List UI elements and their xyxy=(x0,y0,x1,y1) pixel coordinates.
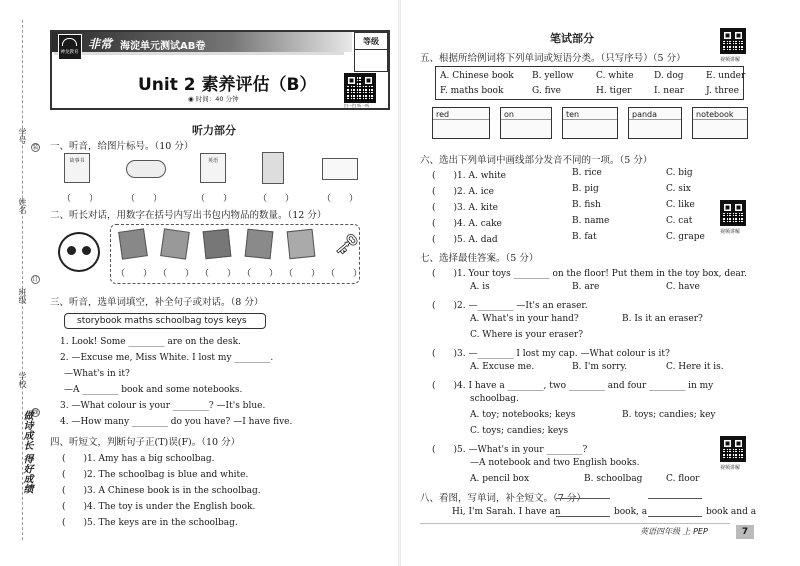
q7-q2-c[interactable]: C. Where is your eraser? xyxy=(470,330,584,340)
category-on[interactable]: on xyxy=(500,107,552,139)
q6-row-5-a[interactable]: ( )5. A. dad xyxy=(432,235,498,245)
category-panda[interactable]: panda xyxy=(628,107,682,139)
q3-title: 三、听音，选单词填空，补全句子或对话。（8 分） xyxy=(50,297,264,308)
q2-title: 二、听长对话，用数字在括号内写出书包内物品的数量。（12 分） xyxy=(50,210,327,221)
q2-blank-4[interactable]: （ ） xyxy=(242,269,279,279)
q5-word-g: G. five xyxy=(532,86,562,96)
q2-blank-1[interactable]: （ ） xyxy=(116,269,153,279)
q1-blank-1[interactable]: （ ） xyxy=(62,194,99,204)
q7-q3-a[interactable]: A. Excuse me. xyxy=(470,362,535,372)
q3-line-6: 4. —How many ________ do you have? —I have five. xyxy=(60,417,293,427)
q1-blank-5[interactable]: （ ） xyxy=(322,194,359,204)
q8-blank-1[interactable] xyxy=(556,516,610,517)
q6-row-2-c[interactable]: C. six xyxy=(666,184,691,194)
q6-row-1-b[interactable]: B. rice xyxy=(572,168,602,178)
q7-q2-b[interactable]: B. Is it an eraser? xyxy=(622,314,703,324)
category-red[interactable]: red xyxy=(432,107,490,139)
q7-q2[interactable]: ( )2. —________ —It's an eraser. xyxy=(432,301,588,311)
q3-line-4: —A ________ book and some notebooks. xyxy=(64,385,243,395)
q8-line-start: Hi, I'm Sarah. I have an xyxy=(452,507,561,517)
grade-label: 等级 xyxy=(354,32,388,50)
q8-title: 八、看图，写单词，补全短文。（7 分） xyxy=(420,493,586,504)
q2-blank-5[interactable]: （ ） xyxy=(284,269,321,279)
qr-caption-q6: 视频讲解 xyxy=(720,229,741,235)
q7-q1-c[interactable]: C. have xyxy=(666,282,700,292)
q1-blank-3[interactable]: （ ） xyxy=(196,194,233,204)
q7-q2-a[interactable]: A. What's in your hand? xyxy=(470,314,579,324)
q6-title: 六、选出下列单词中画线部分发音不同的一项。（5 分） xyxy=(420,155,653,166)
margin-label-student-id: 学号 xyxy=(18,128,27,144)
series-title: 海淀单元测试AB卷 xyxy=(120,41,206,52)
time-limit: ◉ 时间：40 分钟 xyxy=(188,95,239,103)
brand-name: 非常 xyxy=(88,37,113,51)
q7-q5-b[interactable]: B. schoolbag xyxy=(584,474,643,484)
listening-section-title: 听力部分 xyxy=(192,124,236,137)
q7-q4[interactable]: ( )4. I have a ________, two ________ and four ________ in my xyxy=(432,381,714,391)
q7-title: 七、选择最佳答案。（5 分） xyxy=(420,253,539,264)
q2-blank-6[interactable]: （ ） xyxy=(326,269,363,279)
q6-row-2-a[interactable]: ( )2. A. ice xyxy=(432,187,494,197)
q3-line-2: 2. —Excuse me, Miss White. I lost my ________. xyxy=(60,353,274,363)
q5-word-e: E. under xyxy=(706,71,746,81)
q1-title: 一、听音，给图片标号。（10 分） xyxy=(50,141,194,152)
q6-row-4-b[interactable]: B. name xyxy=(572,216,610,226)
q4-item-2[interactable]: ( )2. The schoolbag is blue and white. xyxy=(62,470,249,480)
footer-book-label: 英语四年级 上 PEP xyxy=(640,527,708,536)
qr-code-icon[interactable] xyxy=(720,200,746,226)
q7-q3-c[interactable]: C. Here it is. xyxy=(666,362,724,372)
q7-q4-a[interactable]: A. toy; notebooks; keys xyxy=(470,410,576,420)
written-section-title: 笔试部分 xyxy=(550,32,594,45)
q1-blank-2[interactable]: （ ） xyxy=(126,194,163,204)
q5-word-j: J. three xyxy=(706,86,739,96)
q5-word-b: B. yellow xyxy=(532,71,574,81)
q4-item-3[interactable]: ( )3. A Chinese book is in the schoolbag. xyxy=(62,486,261,496)
q2-blank-2[interactable]: （ ） xyxy=(158,269,195,279)
qr-code-icon[interactable] xyxy=(720,28,746,54)
q5-word-a: A. Chinese book xyxy=(440,71,514,81)
q2-blank-3[interactable]: （ ） xyxy=(200,269,237,279)
qr-caption-q7: 视频讲解 xyxy=(720,465,741,471)
q5-word-i: I. near xyxy=(654,86,685,96)
category-ten[interactable]: ten xyxy=(562,107,618,139)
vertical-slogan: 做诗成长 得好成绩 xyxy=(21,410,32,494)
q6-row-3-a[interactable]: ( )3. A. kite xyxy=(432,203,498,213)
q6-row-3-c[interactable]: C. like xyxy=(666,200,695,210)
q5-word-c: C. white xyxy=(596,71,634,81)
q7-q5[interactable]: ( )5. —What's in your ________? xyxy=(432,445,588,455)
q8-line-middle: book, a xyxy=(614,507,648,517)
page-title: Unit 2 素养评估（B） xyxy=(138,75,317,95)
q7-q5-a[interactable]: A. pencil box xyxy=(470,474,530,484)
q4-item-4[interactable]: ( )4. The toy is under the English book. xyxy=(62,502,256,512)
q7-q1[interactable]: ( )1. Your toys ________ on the floor! Put them in the toy box, dear. xyxy=(432,269,747,279)
margin-label-name: 姓名 xyxy=(18,198,27,214)
q3-line-5: 3. —What colour is your ________? —It's blue. xyxy=(60,401,266,411)
binding-hole-3: 线 xyxy=(32,409,39,416)
q7-q1-a[interactable]: A. is xyxy=(470,282,490,292)
logo-caption: 神龙教育 xyxy=(60,50,79,55)
q7-q1-b[interactable]: B. are xyxy=(572,282,600,292)
q4-item-5[interactable]: ( )5. The keys are in the schoolbag. xyxy=(62,518,238,528)
q6-row-2-b[interactable]: B. pig xyxy=(572,184,599,194)
clock-icon: ◉ xyxy=(188,95,194,103)
word-bank: storybook maths schoolbag toys keys xyxy=(64,313,266,329)
q6-row-1-a[interactable]: ( )1. A. white xyxy=(432,171,507,181)
q3-line-3: —What's in it? xyxy=(64,369,130,379)
q6-row-5-b[interactable]: B. fat xyxy=(572,232,597,242)
binding-hole-2: 订 xyxy=(32,276,39,283)
q7-q5-reply: —A notebook and two English books. xyxy=(470,458,640,468)
category-notebook[interactable]: notebook xyxy=(692,107,748,139)
key-icon: 🗝 xyxy=(334,232,360,256)
margin-label-class: 班级 xyxy=(18,288,27,304)
qr-caption-q5: 视频讲解 xyxy=(720,57,741,63)
q5-title: 五、根据所给例词将下列单词或短语分类。（只写序号）（5 分） xyxy=(420,53,686,64)
q6-row-4-a[interactable]: ( )4. A. cake xyxy=(432,219,502,229)
q7-q4-cont: schoolbag. xyxy=(470,394,519,404)
q6-row-1-c[interactable]: C. big xyxy=(666,168,693,178)
q4-item-1[interactable]: ( )1. Amy has a big schoolbag. xyxy=(62,454,215,464)
q4-title: 四、听短文，判断句子正(T)误(F)。（10 分） xyxy=(50,437,241,448)
q7-q4-b[interactable]: B. toys; candies; key xyxy=(622,410,716,420)
q7-q3-b[interactable]: B. I'm sorry. xyxy=(572,362,628,372)
q7-q5-c[interactable]: C. floor xyxy=(666,474,700,484)
margin-label-school: 学校 xyxy=(18,372,27,388)
q7-q4-c[interactable]: C. toys; candies; keys xyxy=(470,426,569,436)
q1-blank-4[interactable]: （ ） xyxy=(258,194,295,204)
q6-row-3-b[interactable]: B. fish xyxy=(572,200,601,210)
q8-blank-2[interactable] xyxy=(648,516,702,517)
q6-row-5-c[interactable]: C. grape xyxy=(666,232,705,242)
q3-line-1: 1. Look! Some ________ are on the desk. xyxy=(60,337,241,347)
qr-caption: 扫一扫 听一听 xyxy=(344,103,370,108)
english-book-label: 英语 xyxy=(207,158,218,164)
page-number: 7 xyxy=(736,525,754,539)
q5-word-f: F. maths book xyxy=(440,86,504,96)
q5-word-d: D. dog xyxy=(654,71,684,81)
storybook-label: 故事书 xyxy=(69,158,85,164)
q7-q3[interactable]: ( )3. —________ I lost my cap. —What colour is it? xyxy=(432,349,670,359)
q8-line-end: book and a xyxy=(706,507,757,517)
q6-row-4-c[interactable]: C. cat xyxy=(666,216,693,226)
binding-hole-1: 装 xyxy=(32,144,39,151)
q5-word-h: H. tiger xyxy=(596,86,632,96)
qr-code-icon[interactable] xyxy=(720,436,746,462)
